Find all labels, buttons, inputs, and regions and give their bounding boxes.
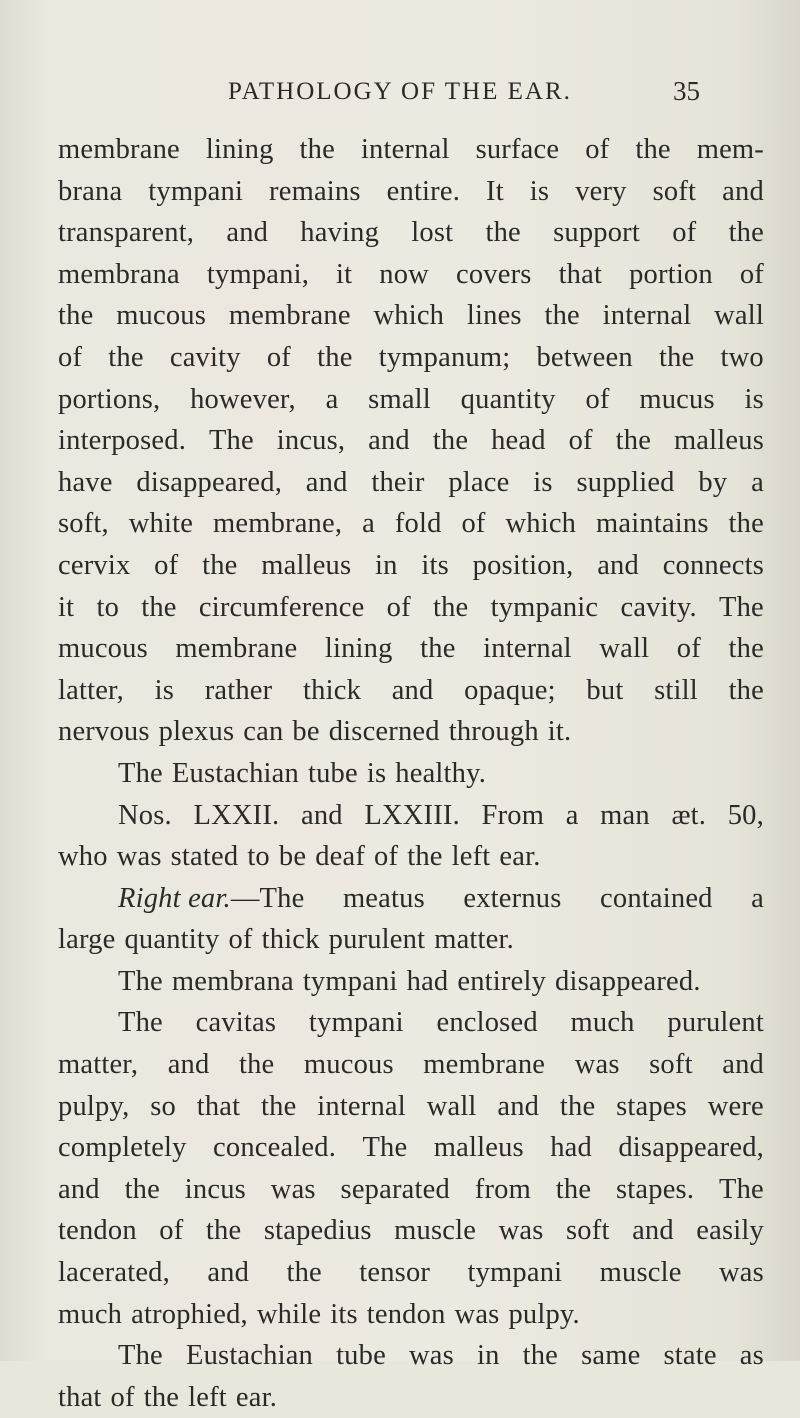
text-line: and the incus was separated from the stapes. The <box>58 1173 764 1205</box>
text-line: large quantity of thick purulent matter. <box>58 924 514 956</box>
text-line: brana tympani remains entire. It is very soft and <box>58 175 764 207</box>
text-line: it to the circumference of the tympanic cavity. The <box>58 591 764 623</box>
text-line: mucous membrane lining the internal wall of the <box>58 633 764 665</box>
text-line: membrane lining the internal surface of the mem- <box>58 134 764 165</box>
text-line: latter, is rather thick and opaque; but still the <box>58 674 764 706</box>
text-line: matter, and the mucous membrane was soft and <box>58 1049 764 1081</box>
text-line: Right ear.—The meatus externus contained a <box>118 882 764 914</box>
text-line: The Eustachian tube is healthy. <box>118 757 487 789</box>
text-line: who was stated to be deaf of the left ear. <box>58 841 541 873</box>
text-line: lacerated, and the tensor tympani muscle was <box>58 1257 764 1289</box>
text-line: nervous plexus can be discerned through it. <box>58 716 572 748</box>
text-line: transparent, and having lost the support of the <box>58 217 764 249</box>
text-line: The cavitas tympani enclosed much purulent <box>118 1007 764 1039</box>
text-line: portions, however, a small quantity of mucus is <box>58 383 764 415</box>
running-title: PATHOLOGY OF THE EAR. <box>228 78 572 105</box>
text-line: the mucous membrane which lines the internal wall <box>58 300 764 332</box>
text-line: soft, white membrane, a fold of which maintains the <box>58 508 764 540</box>
text-line: interposed. The incus, and the head of the malleus <box>58 425 764 457</box>
text-line: that of the left ear. <box>58 1381 278 1413</box>
text-line: completely concealed. The malleus had disappeared, <box>58 1132 764 1164</box>
body-text <box>58 129 764 1418</box>
text-line: of the cavity of the tympanum; between the two <box>58 341 764 373</box>
text-line: have disappeared, and their place is supplied by a <box>58 466 764 498</box>
text-line: cervix of the malleus in its position, and connects <box>58 549 764 581</box>
text-line: The Eustachian tube was in the same state as <box>118 1340 764 1372</box>
text-line: The membrana tympani had entirely disappeared. <box>118 965 701 997</box>
text-line: tendon of the stapedius muscle was soft and easily <box>58 1215 764 1247</box>
text-line: much atrophied, while its tendon was pulpy. <box>58 1298 580 1330</box>
page-number: 35 <box>673 76 700 106</box>
text-line: Nos. LXXII. and LXXIII. From a man æt. 50, <box>118 799 764 831</box>
text-line: membrana tympani, it now covers that portion of <box>58 258 764 290</box>
text-line: pulpy, so that the internal wall and the stapes were <box>58 1090 764 1122</box>
